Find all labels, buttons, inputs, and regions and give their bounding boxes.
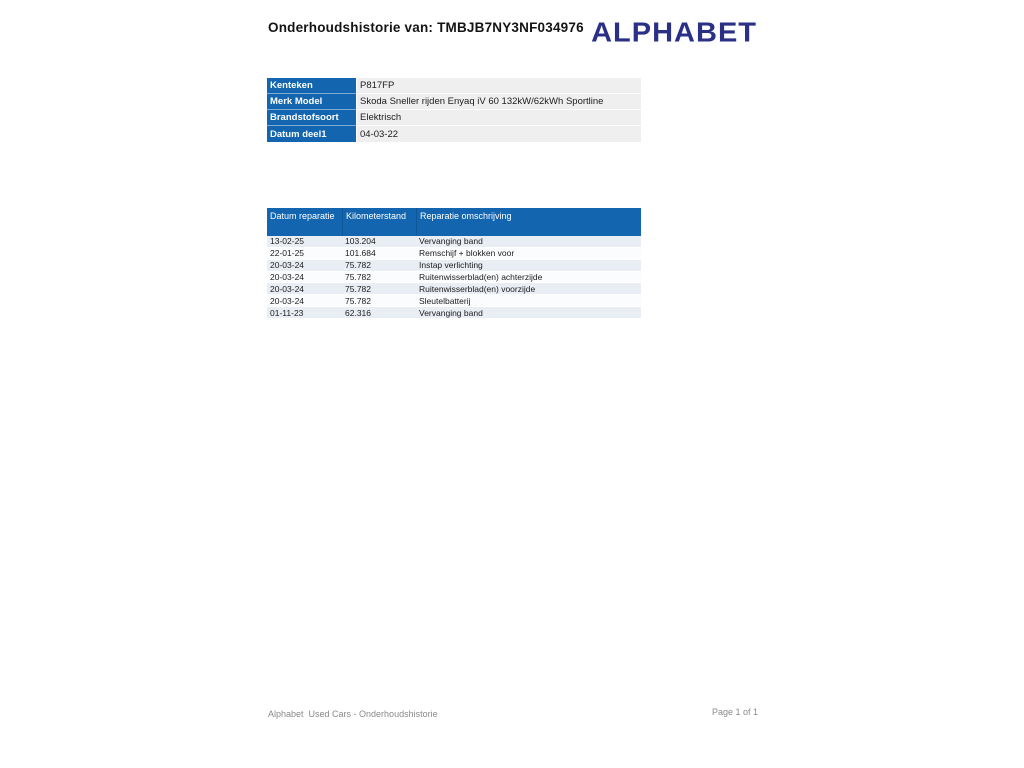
cell-km: 75.782	[345, 272, 371, 282]
vehicle-info-value: Skoda Sneller rijden Enyaq iV 60 132kW/62kWh Sportline	[356, 94, 641, 110]
cell-date: 01-11-23	[270, 307, 304, 318]
column-header-reparatie-omschrijving: Reparatie omschrijving	[416, 208, 641, 236]
vehicle-info-row	[267, 94, 641, 110]
maintenance-row	[267, 295, 641, 307]
cell-description: Vervanging band	[419, 236, 483, 247]
alphabet-logo: ALPHABET	[591, 17, 757, 49]
cell-km: 75.782	[345, 283, 371, 294]
vehicle-info-value: 04-03-22	[356, 126, 641, 142]
maintenance-table-body	[267, 236, 641, 318]
maintenance-row	[267, 248, 641, 260]
column-header-datum-reparatie: Datum reparatie	[270, 211, 335, 221]
vehicle-info-row	[267, 126, 641, 142]
vehicle-info-label: Merk Model	[267, 94, 356, 110]
cell-description: Ruitenwisserblad(en) achterzijde	[419, 272, 543, 282]
cell-description: Instap verlichting	[419, 260, 483, 271]
vehicle-info-label: Brandstofsoort	[267, 110, 356, 126]
cell-date: 20-03-24	[270, 283, 305, 294]
cell-km: 75.782	[345, 260, 371, 271]
maintenance-table-header	[267, 208, 641, 236]
vehicle-info-table	[267, 78, 641, 142]
maintenance-row	[267, 283, 641, 295]
cell-date: 22-01-25	[270, 248, 305, 259]
vehicle-info-label: Datum deel1	[267, 126, 356, 142]
maintenance-row	[267, 272, 641, 284]
cell-date: 20-03-24	[270, 260, 305, 271]
cell-description: Vervanging band	[419, 307, 483, 318]
vehicle-info-row	[267, 110, 641, 126]
vehicle-info-value: P817FP	[356, 78, 641, 94]
cell-km: 75.782	[345, 295, 371, 306]
cell-description: Sleutelbatterij	[419, 295, 471, 306]
vehicle-info-value: Elektrisch	[356, 110, 641, 126]
vehicle-info-row	[267, 78, 641, 94]
page-title: Onderhoudshistorie van: TMBJB7NY3NF034976	[268, 20, 584, 35]
cell-km: 62.316	[345, 307, 371, 318]
column-header-kilometerstand: Kilometerstand	[342, 208, 416, 236]
cell-km: 101.684	[345, 248, 376, 259]
maintenance-row	[267, 307, 641, 318]
cell-km: 103.204	[345, 236, 376, 247]
maintenance-row	[267, 260, 641, 272]
cell-date: 20-03-24	[270, 272, 305, 282]
maintenance-row	[267, 236, 641, 248]
cell-description: Remschijf + blokken voor	[419, 248, 515, 259]
maintenance-table	[267, 208, 641, 318]
vehicle-info-label: Kenteken	[267, 78, 356, 94]
footer-document-name: Alphabet Used Cars - Onderhoudshistorie	[268, 709, 438, 719]
cell-description: Ruitenwisserblad(en) voorzijde	[419, 283, 536, 294]
page-indicator: Page 1 of 1	[712, 707, 759, 717]
cell-date: 13-02-25	[270, 236, 305, 247]
cell-date: 20-03-24	[270, 295, 305, 306]
